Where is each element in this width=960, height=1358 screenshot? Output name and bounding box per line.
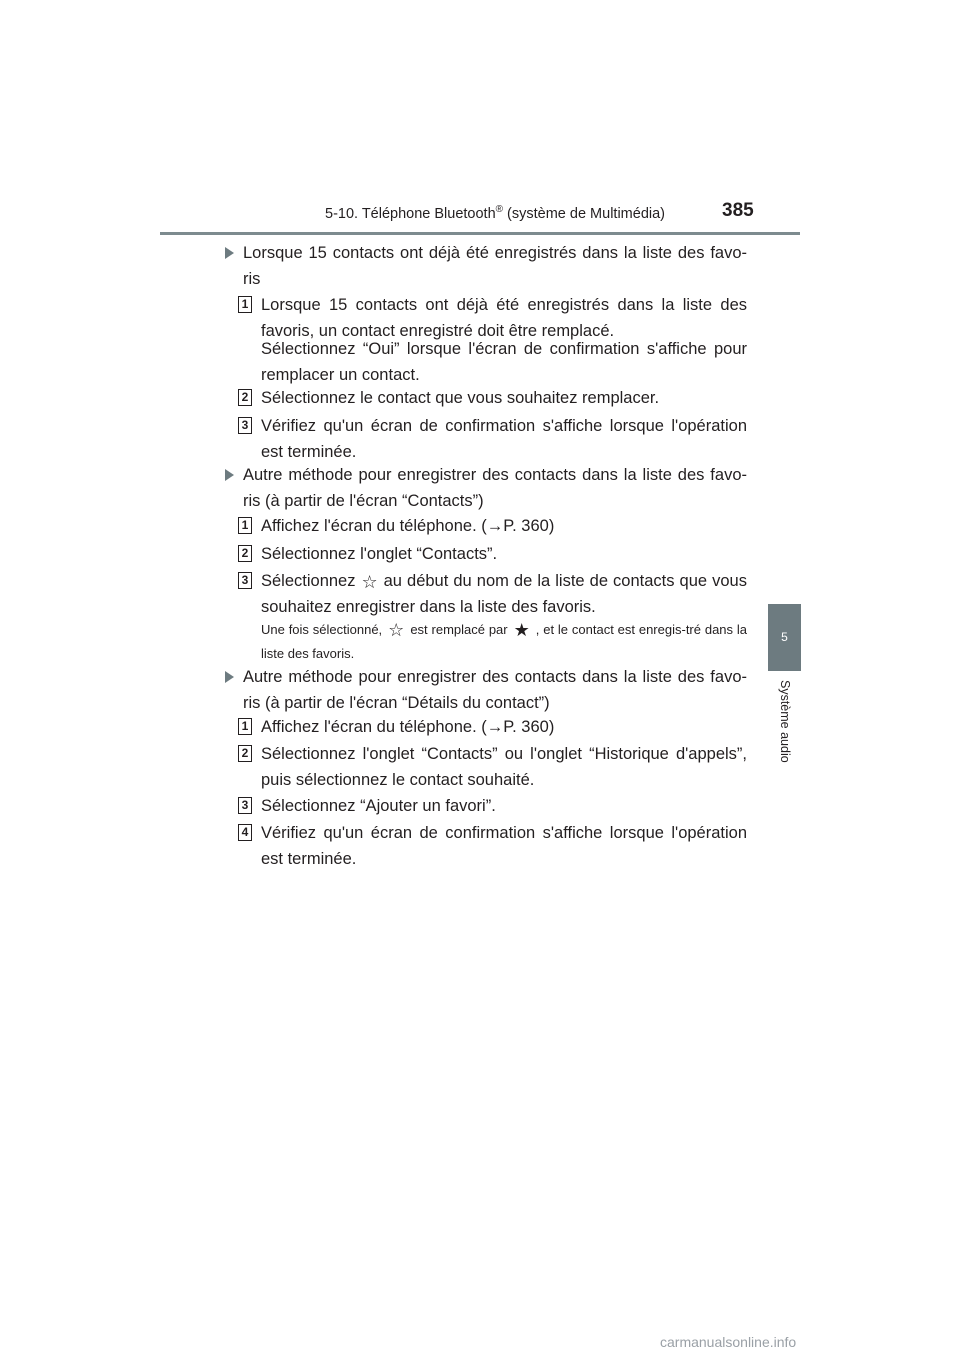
page-number: 385 bbox=[722, 200, 754, 221]
step-number: 1 bbox=[238, 718, 252, 735]
step-number: 3 bbox=[238, 797, 252, 814]
header-rule bbox=[160, 232, 800, 235]
step-number: 3 bbox=[238, 417, 252, 434]
step-item: 2 Sélectionnez l'onglet “Contacts”. bbox=[238, 541, 747, 567]
star-outline-icon: ☆ bbox=[388, 620, 405, 640]
star-filled-icon: ★ bbox=[513, 620, 530, 640]
running-header bbox=[325, 204, 665, 222]
step-continuation: Sélectionnez “Oui” lorsque l'écran de confirmation s'affiche pour remplacer un contact. bbox=[261, 340, 747, 384]
step-number: 3 bbox=[238, 572, 252, 589]
watermark: carmanualsonline.info bbox=[660, 1334, 797, 1350]
step-number: 1 bbox=[238, 517, 252, 534]
step-number: 2 bbox=[238, 745, 252, 762]
note-text: Une fois sélectionné, ☆ est remplacé par ★ , et le contact est enregis-tré dans la liste des favoris. bbox=[261, 620, 748, 661]
step-item: 2 Sélectionnez l'onglet “Contacts” ou l'onglet “Historique d'appels”, puis sélectionnez le contact souhaité. bbox=[238, 741, 747, 793]
step-item: 3 Sélectionnez “Ajouter un favori”. bbox=[238, 793, 747, 819]
step-number: 2 bbox=[238, 389, 252, 406]
chapter-tab: 5 bbox=[768, 604, 801, 671]
section-title: 5-10. Téléphone Bluetooth bbox=[325, 205, 496, 222]
step-item: 4 Vérifiez qu'un écran de confirmation s'affiche lorsque l'opération est terminée. bbox=[238, 820, 747, 872]
chapter-label: Système audio bbox=[778, 680, 792, 763]
step-item: 3 Sélectionnez ☆ au début du nom de la liste de contacts que vous souhaitez enregistrer dans la liste des favoris. bbox=[238, 568, 747, 620]
bullet-arrow-icon bbox=[225, 469, 234, 481]
section-subtitle: (système de Multimédia) bbox=[503, 205, 665, 222]
step-item: 1 Affichez l'écran du téléphone. (→P. 360) bbox=[238, 513, 747, 539]
star-outline-icon: ☆ bbox=[361, 572, 378, 592]
step-item: 3 Vérifiez qu'un écran de confirmation s'affiche lorsque l'opération est terminée. bbox=[238, 413, 747, 465]
step-number: 2 bbox=[238, 545, 252, 562]
section-heading: Autre méthode pour enregistrer des contacts dans la liste des favo-ris (à partir de l'écran “Contacts”) bbox=[225, 462, 747, 514]
section-heading: Lorsque 15 contacts ont déjà été enregistrés dans la liste des favo-ris bbox=[225, 240, 747, 292]
step-number: 4 bbox=[238, 824, 252, 841]
section-heading: Autre méthode pour enregistrer des contacts dans la liste des favo-ris (à partir de l'écran “Détails du contact”) bbox=[225, 664, 747, 716]
step-item: 1 Affichez l'écran du téléphone. (→P. 360) bbox=[238, 714, 747, 740]
registered-mark: ® bbox=[495, 204, 504, 215]
bullet-arrow-icon bbox=[225, 671, 234, 683]
step-number: 1 bbox=[238, 296, 252, 313]
step-item: 2 Sélectionnez le contact que vous souhaitez remplacer. bbox=[238, 385, 747, 411]
step-item: 1 Lorsque 15 contacts ont déjà été enregistrés dans la liste des favoris, un contact enregistré doit être remplacé. bbox=[238, 292, 747, 344]
bullet-arrow-icon bbox=[225, 247, 234, 259]
